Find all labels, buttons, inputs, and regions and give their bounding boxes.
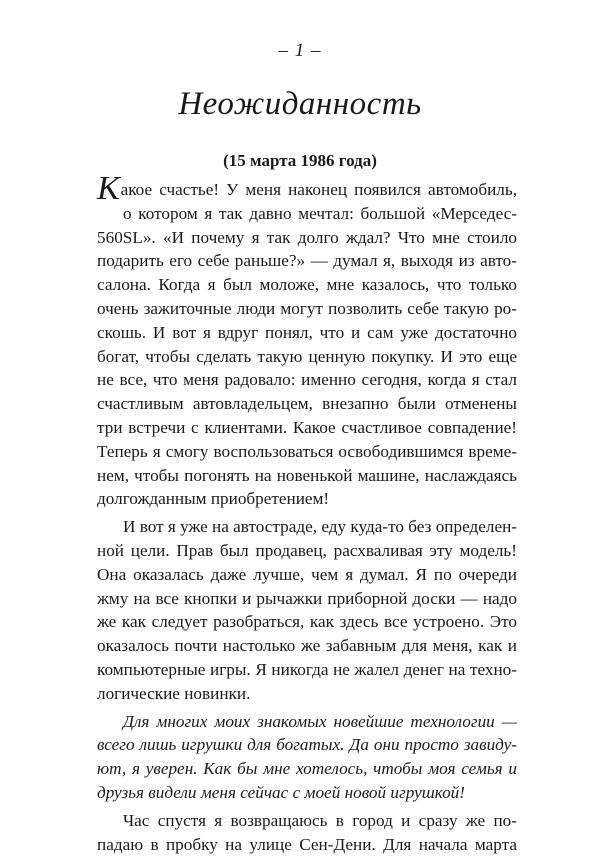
text-line: нем, чтобы погонять на новенькой машине, наслаждаясь	[97, 465, 517, 485]
text-line: компьютерные игры. Я никогда не жалел денег на техно-	[97, 659, 517, 679]
text-line: Час спустя я возвращаюсь в город и сразу же по-	[123, 810, 517, 830]
text-line: долгожданным приобретением!	[97, 489, 330, 509]
paragraph	[97, 170, 517, 511]
text-line: Теперь я смогу воспользоваться освободившимся време-	[97, 441, 517, 461]
text-line: ной цели. Прав был продавец, расхваливая эту модель!	[97, 540, 517, 560]
text-line: салона. Когда я был моложе, мне казалось, что только	[97, 275, 517, 295]
paragraph	[97, 809, 517, 856]
text-line: же как следует разобраться, как здесь все устроено. Это	[97, 612, 517, 632]
chapter-title: Неожиданность	[178, 86, 422, 122]
text-line: логические новинки.	[97, 683, 251, 703]
text-line: оказалось почти настолько же забавным для меня, как и	[97, 636, 517, 656]
text-line: три встречи с клиентами. Какое счастливое совпадение!	[97, 417, 517, 437]
text-line: не все, что меня радовало: именно сегодня, когда я стал	[97, 370, 517, 390]
drop-cap: К	[97, 170, 120, 207]
text-line: ют, я уверен. Как бы мне хотелось, чтобы моя семья и	[97, 759, 517, 779]
text-line: всего лишь игрушки для богатых. Да они просто завиду-	[97, 735, 517, 755]
paragraph-italic	[97, 710, 517, 805]
text-line: Какое счастье! У меня наконец появился автомобиль,	[97, 170, 517, 207]
body-text	[97, 170, 517, 856]
text-line: скошь. И вот я вдруг понял, что и сам уже достаточно	[97, 322, 517, 342]
text-line: падаю в пробку на улице Сен-Дени. Для начала марта	[97, 834, 517, 854]
text-line: подарить его себе раньше?» — думал я, выходя из авто-	[97, 251, 517, 271]
text-line: счастливым автовладельцем, внезапно были отменены	[97, 394, 517, 414]
text-line: 560SL». «И почему я так долго ждал? Что мне стоило	[97, 227, 517, 247]
text-line: Она оказалась даже лучше, чем я думал. Я по очереди	[97, 564, 517, 584]
paragraph	[97, 515, 517, 705]
chapter-number: – 1 –	[278, 40, 322, 61]
text-line: И вот я уже на автостраде, еду куда-то без определен-	[123, 517, 517, 537]
chapter-date: (15 марта 1986 года)	[223, 151, 377, 170]
text-line: о котором я так давно мечтал: большой «Мерседес-	[123, 203, 517, 223]
text-line: жму на все кнопки и рычажки приборной доски — надо	[97, 588, 517, 608]
text-line: богат, чтобы сделать такую ценную покупку. И это еще	[97, 346, 517, 366]
text-line: очень зажиточные люди могут позволить себе такую ро-	[97, 298, 517, 318]
text-line: Для многих моих знакомых новейшие технологии —	[123, 711, 517, 731]
text-line: друзья видели меня сейчас с моей новой игрушкой!	[97, 782, 465, 802]
